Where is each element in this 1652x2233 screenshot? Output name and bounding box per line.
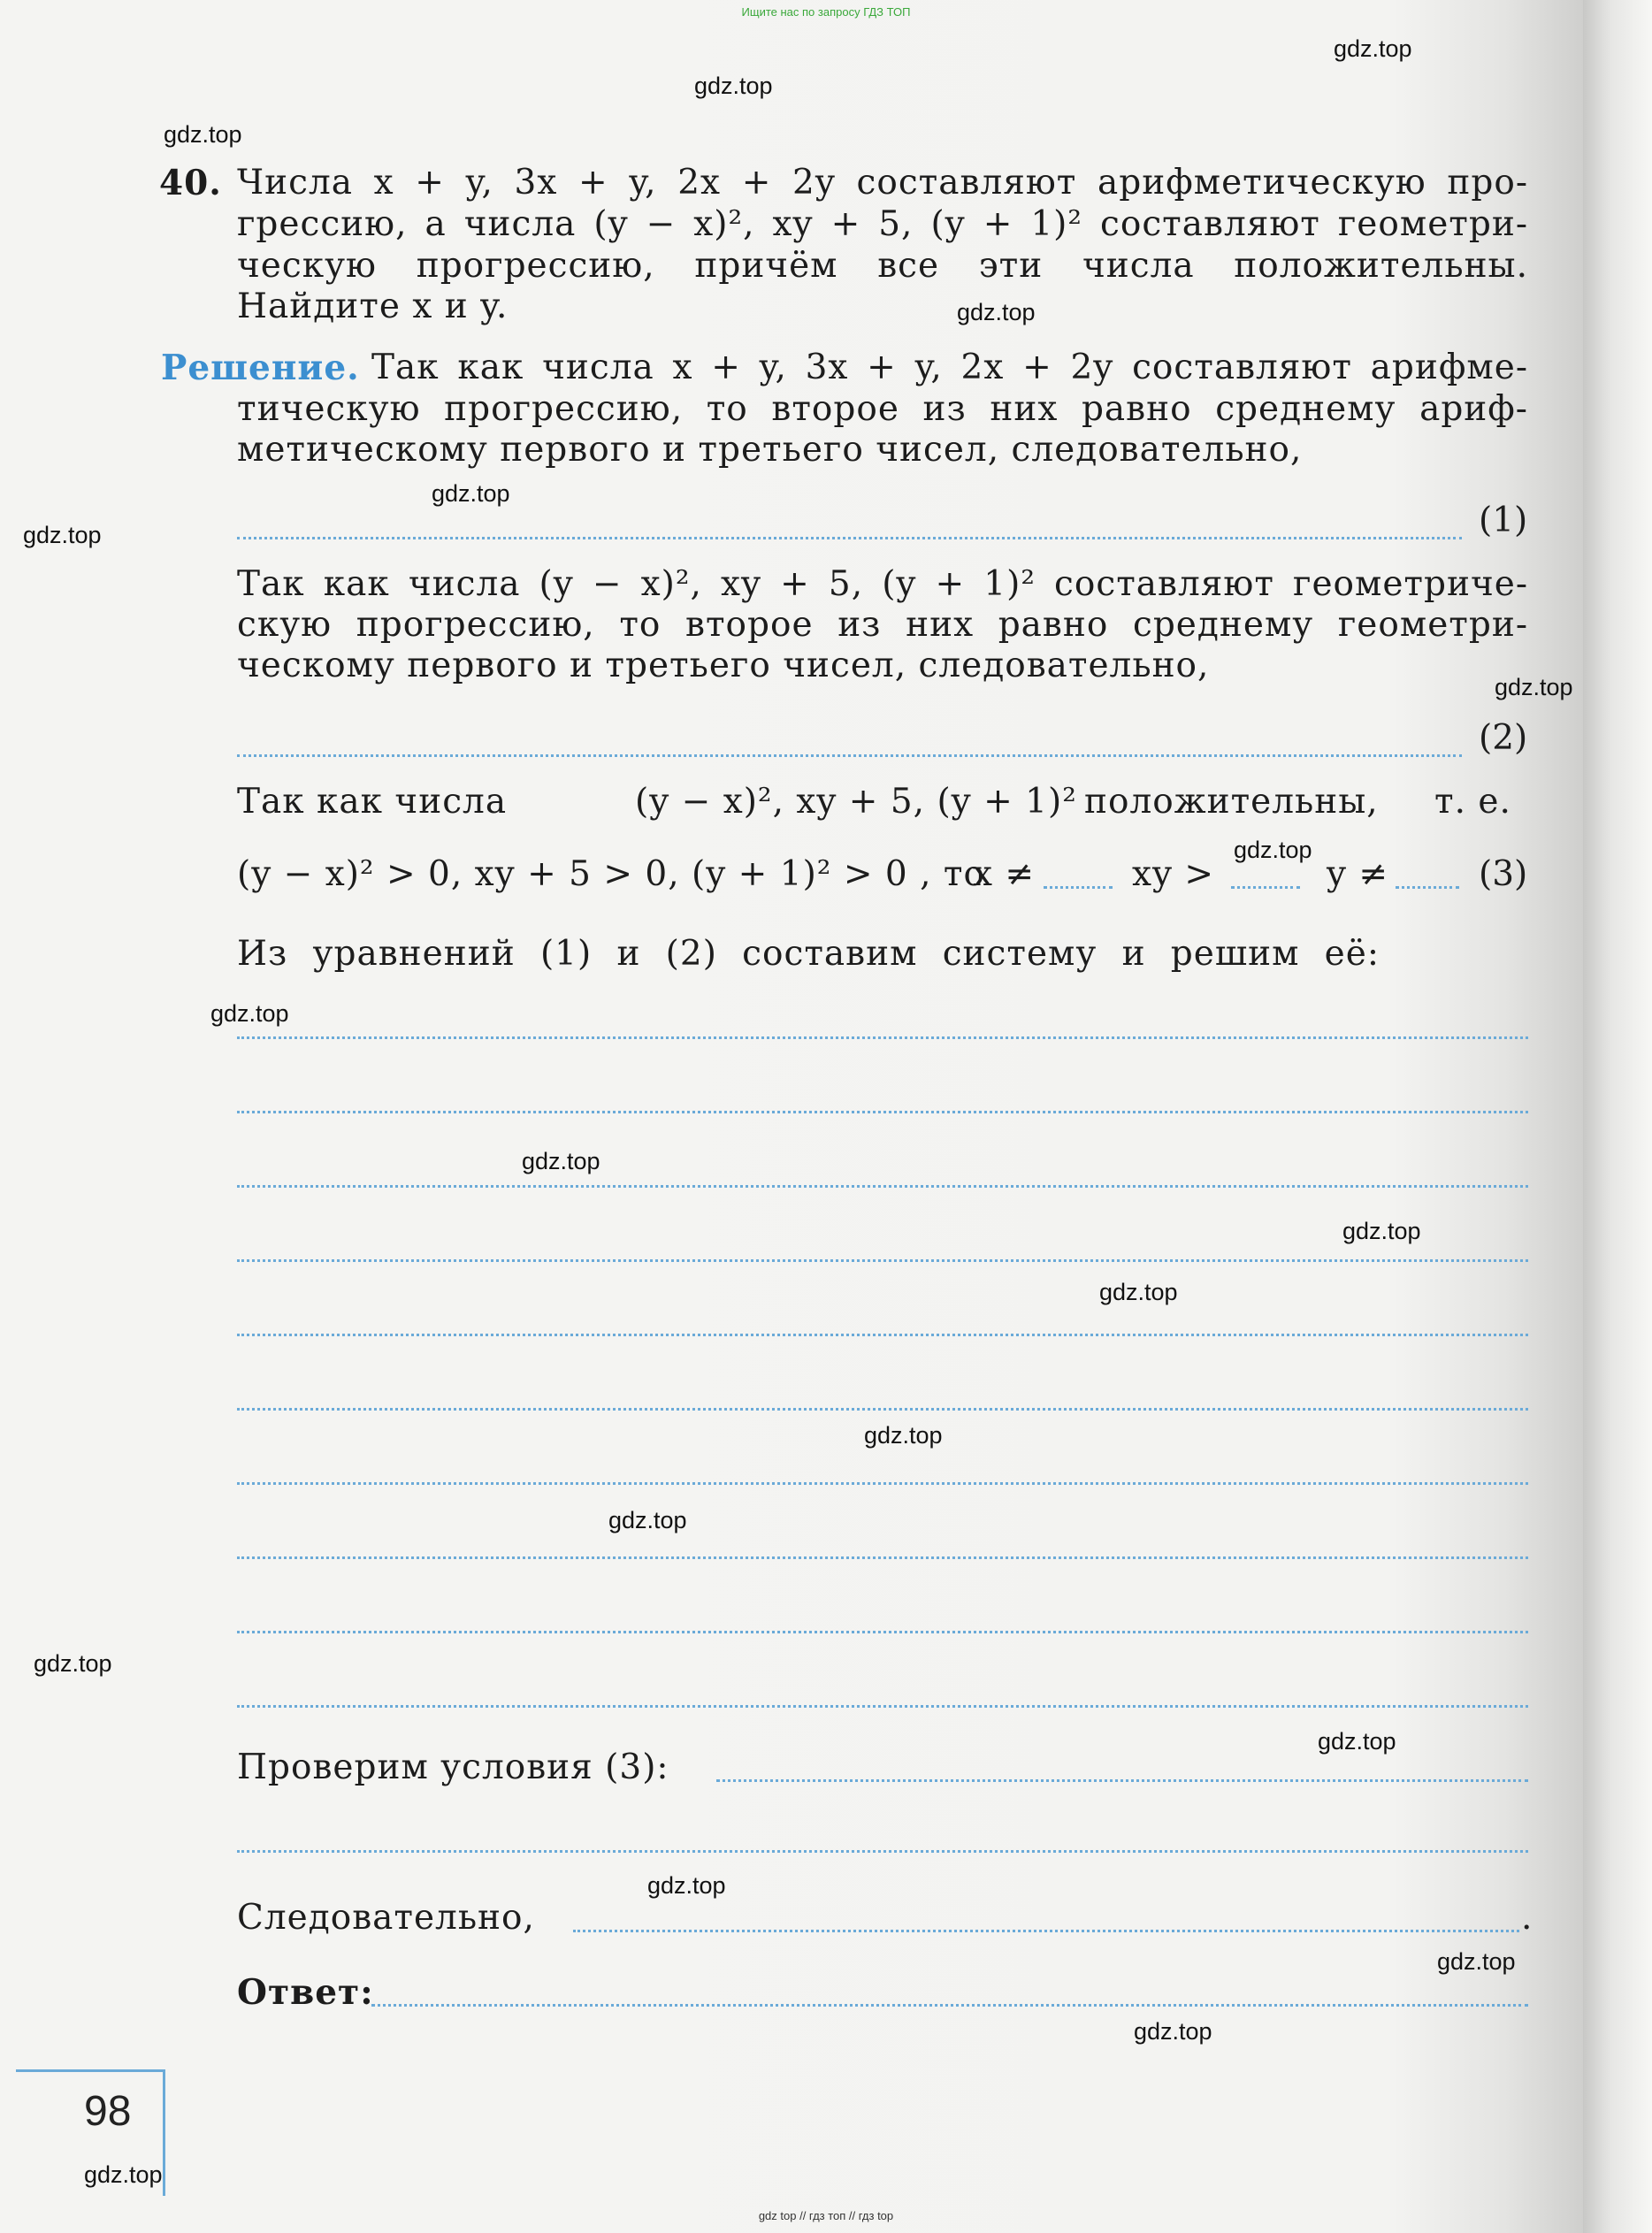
page-binding-edge [1583,0,1652,2233]
answer-line-eq2[interactable] [237,754,1462,757]
solution-line-7d: т. е. [1434,782,1511,822]
watermark: gdz.top [864,1422,943,1449]
solution-line-7b: (y − x)², xy + 5, (y + 1)² [635,782,1077,822]
watermark: gdz.top [1334,35,1412,62]
watermark: gdz.top [84,2161,163,2188]
working-line[interactable] [237,1185,1528,1188]
working-line[interactable] [237,1556,1528,1559]
solution-line-4: Так как числа (y − x)², xy + 5, (y + 1)² составляют геометриче- [237,564,1528,604]
solution-line-3: метическому первого и третьего чисел, следовательно, [237,430,1303,470]
working-line[interactable] [237,1036,1528,1039]
blank-xy-greater[interactable] [1231,886,1300,889]
watermark: gdz.top [1234,837,1312,863]
therefore-period: . [1521,1898,1533,1938]
working-line[interactable] [237,1705,1528,1708]
therefore-line[interactable] [573,1930,1519,1932]
blank-y-not-equal[interactable] [1396,886,1459,889]
solution-line-8c: xy > [1132,854,1215,894]
working-line[interactable] [237,1482,1528,1485]
equation-number-1: (1) [1479,501,1528,540]
top-banner[interactable]: Ищите нас по запросу ГДЗ ТОП [741,5,911,19]
watermark: gdz.top [1437,1948,1516,1975]
watermark: gdz.top [1495,674,1573,700]
watermark: gdz.top [432,480,510,507]
bottom-banner[interactable]: gdz top // гдз топ // гдз top [758,2209,894,2222]
blank-x-not-equal[interactable] [1044,886,1113,889]
watermark: gdz.top [1099,1279,1178,1305]
watermark: gdz.top [694,73,773,99]
page-number: 98 [84,2088,132,2135]
watermark: gdz.top [522,1148,600,1174]
check-conditions-line[interactable] [716,1779,1528,1782]
watermark: gdz.top [647,1872,726,1899]
watermark: gdz.top [164,121,242,148]
equation-number-2: (2) [1479,718,1528,758]
problem-line-1: Числа x + y, 3x + y, 2x + 2y составляют арифметическую про- [237,163,1528,203]
solution-line-1: Так как числа x + y, 3x + y, 2x + 2y составляют арифме- [371,348,1528,387]
check-conditions-label: Проверим условия (3): [237,1747,669,1787]
problem-number-text: 40. [159,163,222,203]
problem-number [159,163,230,204]
watermark: gdz.top [1134,2018,1212,2045]
working-line[interactable] [237,1631,1528,1633]
solution-label: Решение. [161,348,360,388]
solution-line-6: ческому первого и третьего чисел, следовательно, [237,646,1210,685]
problem-line-3: ческую прогрессию, причём все эти числа положительны. [237,246,1528,286]
working-line[interactable] [237,1334,1528,1336]
answer-line[interactable] [371,2004,1528,2007]
working-line[interactable] [237,1408,1528,1411]
solution-line-9: Из уравнений (1) и (2) составим систему и решим её: [237,934,1380,974]
problem-line-2: грессию, а числа (y − x)², xy + 5, (y + 1)² составляют геометри- [237,204,1528,244]
solution-line-8a: (y − x)² > 0, xy + 5 > 0, (y + 1)² > 0 , то [237,854,985,894]
answer-label: Ответ: [237,1972,374,2013]
watermark: gdz.top [34,1650,112,1677]
watermark: gdz.top [23,522,102,548]
equation-number-3: (3) [1479,854,1528,894]
solution-line-8b: x ≠ [973,854,1036,894]
working-line[interactable] [237,1259,1528,1262]
solution-line-8d: y ≠ [1327,854,1389,894]
watermark: gdz.top [210,1000,289,1027]
problem-line-4: Найдите x и y. [237,287,509,326]
watermark: gdz.top [1342,1218,1421,1244]
solution-line-7a: Так как числа [237,782,508,822]
watermark: gdz.top [608,1507,687,1533]
solution-line-7c: положительны, [1084,782,1379,822]
bleed-through-text [159,973,169,1008]
solution-line-5: скую прогрессию, то второе из них равно среднему геометри- [237,605,1528,645]
working-line[interactable] [237,1111,1528,1113]
answer-line-eq1[interactable] [237,537,1462,539]
watermark: gdz.top [1318,1728,1396,1755]
solution-line-2: тическую прогрессию, то второе из них равно среднему ариф- [237,389,1528,429]
therefore-label: Следовательно, [237,1898,535,1938]
watermark: gdz.top [957,299,1036,325]
working-line[interactable] [237,1850,1528,1853]
